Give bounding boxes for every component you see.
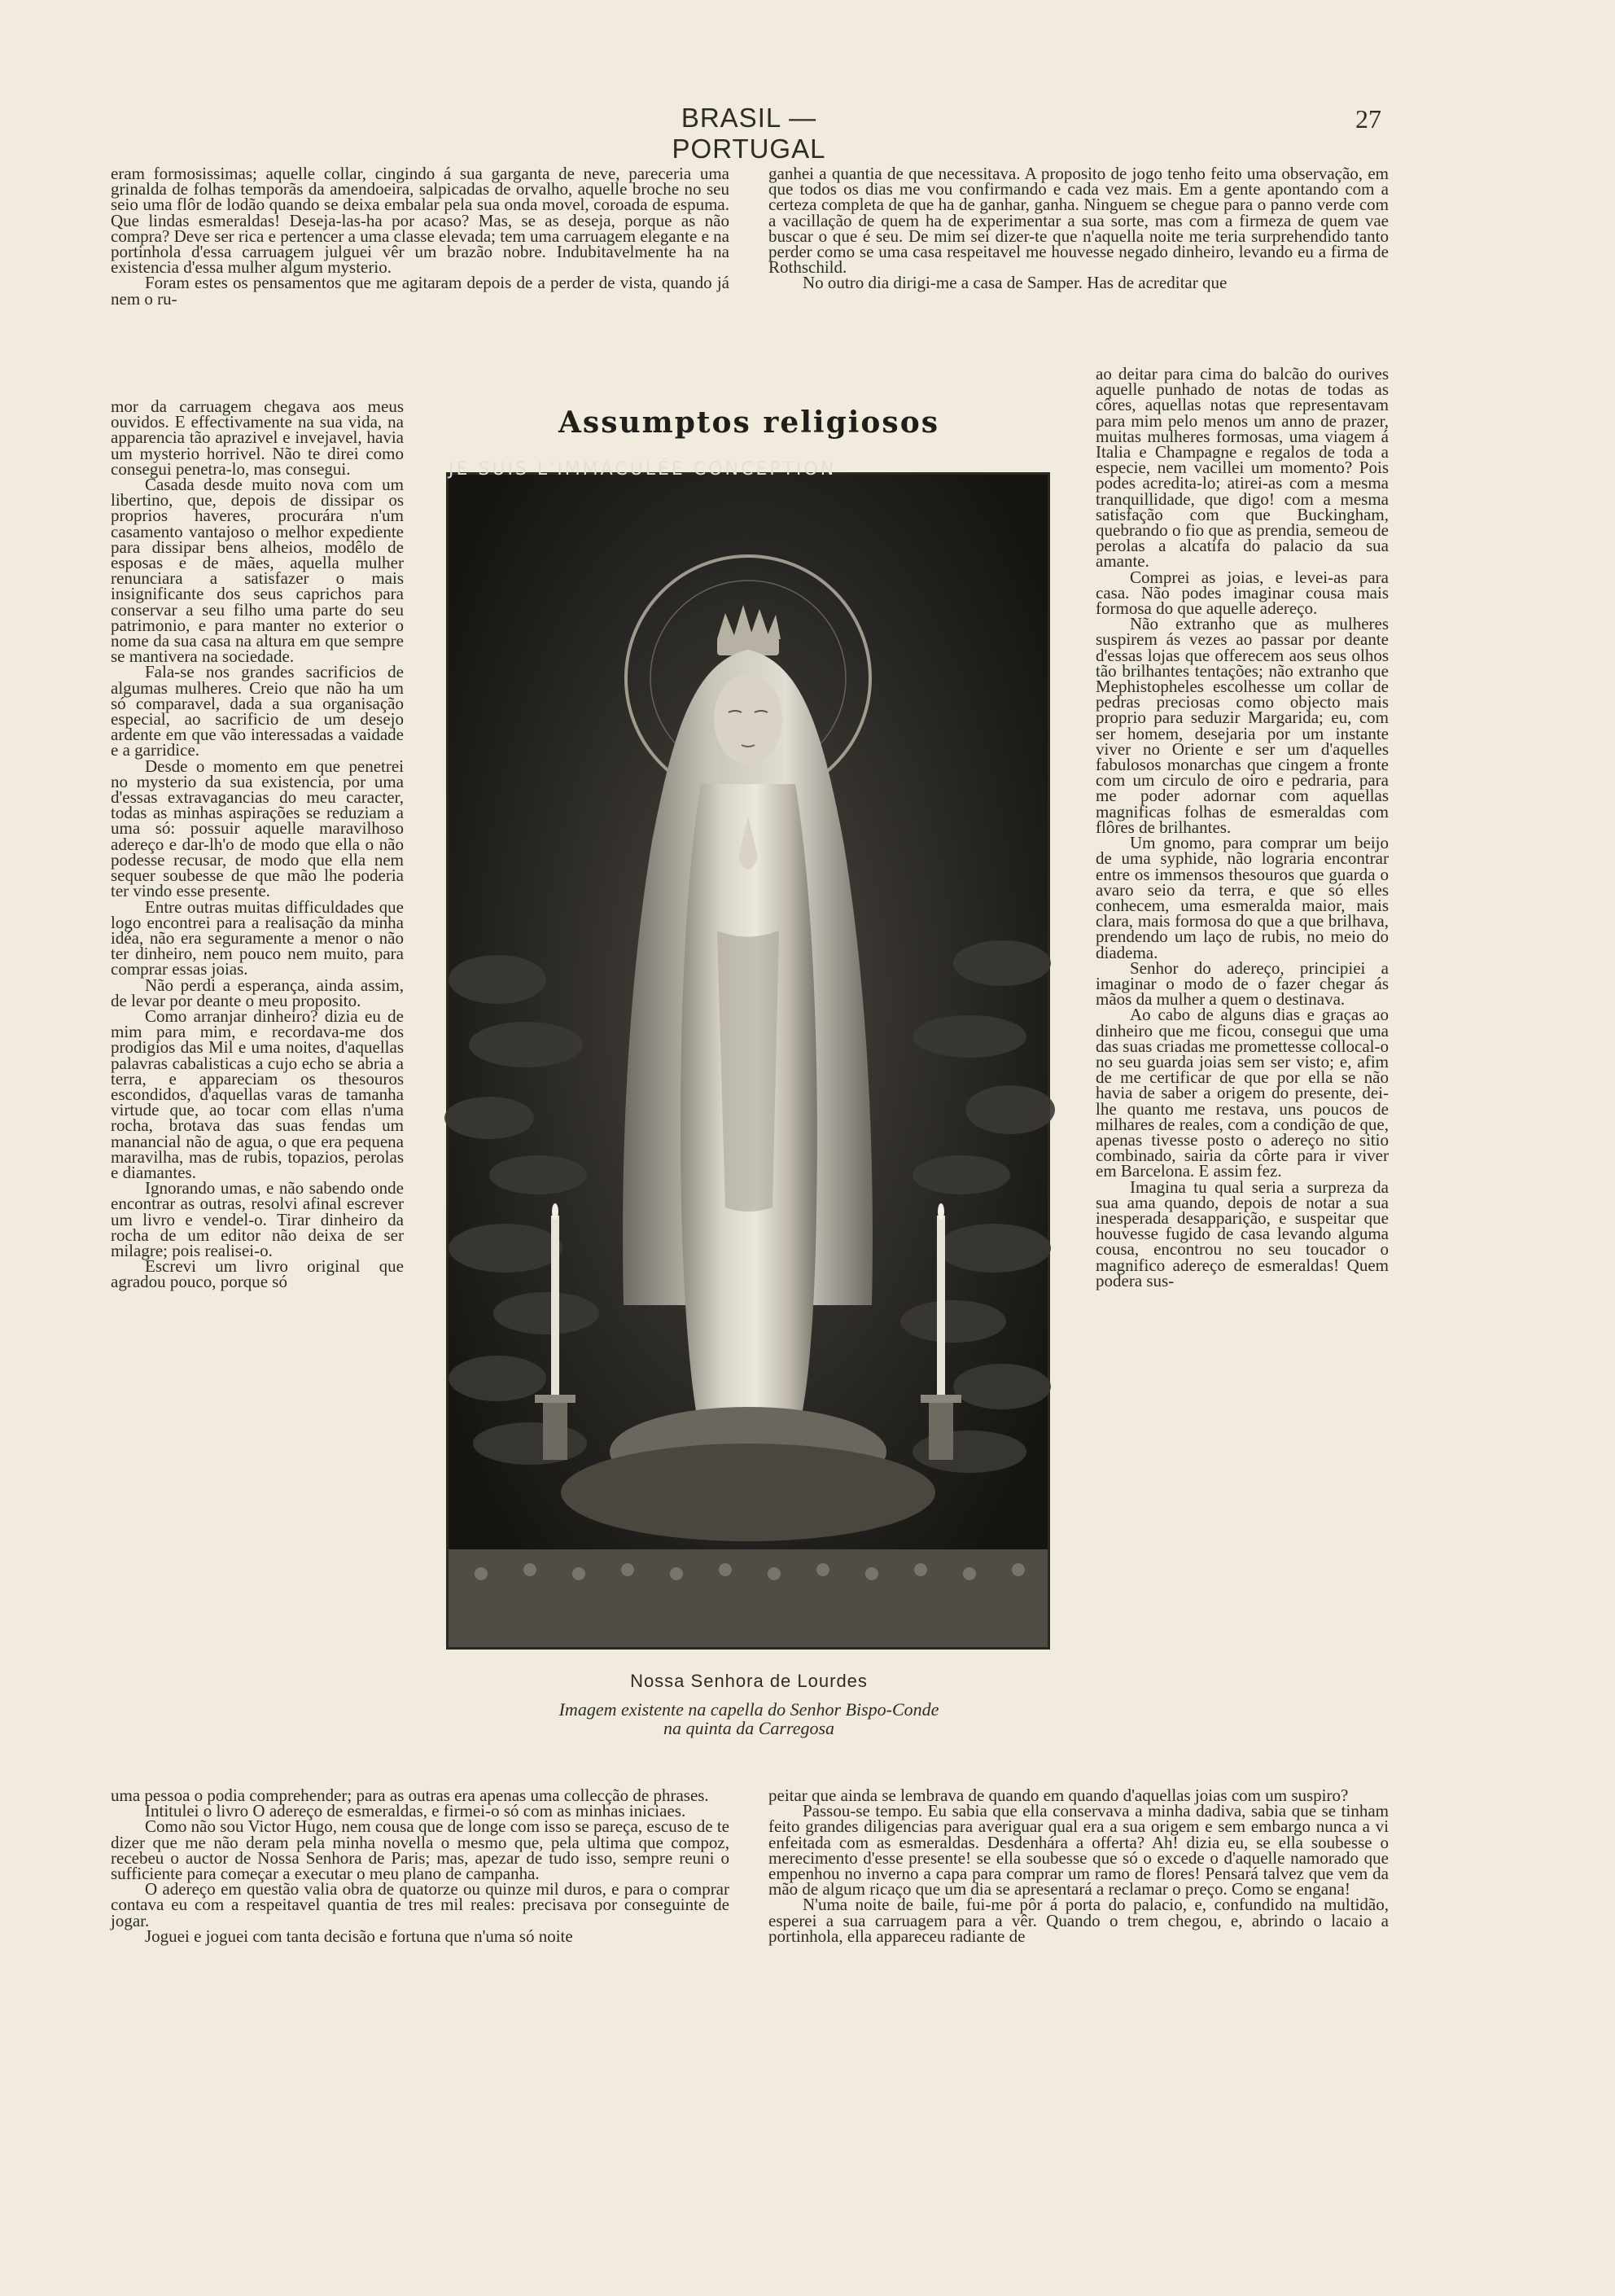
caption-subtitle <box>456 1700 1042 1737</box>
paragraph: Não perdi a esperança, ainda assim, de levar por deante o meu proposito. <box>111 975 404 1010</box>
paragraph: Joguei e joguei com tanta decisão e fortuna que n'uma só noite <box>145 1926 573 1946</box>
face <box>714 673 782 765</box>
paragraph: Senhor do adereço, principiei a imaginar o modo de o fazer chegar ás mãos da mulher a quem o destinava. <box>1096 957 1389 1010</box>
paragraph: ao deitar para cima do balcão do ourives aquelle punhado de notas de todas as côres, aquellas notas que representavam para mim pelo menos um anno de prazer, muitas mulheres formosas, uma viagem á Italia e Champagne e regalos de toda a especie, nem vacillei um momento? Pois podes acredita-lo; atirei-as com a mesma tranquillidade, que digo! com a mesma satisfação com que Buckingham, quebrando o fio que as prendia, semeou de perolas a alcatifa do palacio da sua amante. <box>1096 364 1389 572</box>
left-column-narrow <box>111 399 404 1290</box>
statue-photograph <box>446 459 1050 1650</box>
paragraph: Não extranho que as mulheres suspirem ás vezes ao passar por deante d'essas lojas que offerecem aos seus olhos tão brilhantes tentações; não extranho que Mephistopheles escolhesse um collar de pedras preciosas como objecto mais proprio para seduzir Margarida; eu, com ser homem, desejaria por um instante viver no Oriente e ser um d'aquelles fabulosos monarchas que cingem a fronte com um circulo de oiro e pedraria, para me poder adornar com aquellas magnificas folhas de esmeraldas com flôres de brilhantes. <box>1096 614 1389 837</box>
section-title: Assumptos religiosos <box>558 405 939 440</box>
altar-cloth <box>449 1549 1048 1647</box>
paragraph: No outro dia dirigi-me a casa de Samper. Has de acreditar que <box>803 273 1228 293</box>
paragraph: Fala-se nos grandes sacrificios de algumas mulheres. Creio que não ha um só comparavel, dada a sua organisação especial, ao sacrificio de um desejo ardente em que vão interessadas a vaidade e a garridice. <box>111 662 404 760</box>
caption-title: Nossa Senhora de Lourdes <box>630 1671 868 1691</box>
right-column-narrow <box>1096 366 1389 1289</box>
paragraph: eram formosissimas; aquelle collar, cingindo á sua garganta de neve, pareceria uma grinalda de folhas temporãs da amendoeira, salpicadas de orvalho, aquelle broche no seu seio uma flôr de lodão quando se deixa embalar pela sua onda movel, coroada de espuma. Que lindas esmeraldas! Deseja-las-ha por acaso? Mas, se as deseja, porque as não compra? Deve ser rica e pertencer a uma classe elevada; tem uma carruagem elegante e na portinhola d'essa carruagem julguei vêr um brazão nobre. Indubitavelmente ha na existencia d'essa mulher algum mysterio. <box>111 164 729 278</box>
caption-line: Imagem existente na capella do Senhor Bispo-Conde <box>558 1699 939 1720</box>
paragraph: N'uma noite de baile, fui-me pôr á porta do palacio, e, confundido na multidão, esperei a sua carruagem para a vêr. Quando o trem chegou, e, abrindo o lacaio a portinhola, ella appareceu radiante de <box>768 1895 1389 1946</box>
right-column-top <box>768 166 1389 291</box>
paragraph: Entre outras muitas difficuldades que logo encontrei para a realisação da minha idéa, não era seguramente a menor o não ter dinheiro, nem pouco nem muito, para comprar essas joias. <box>111 896 404 979</box>
page-number: 27 <box>1355 104 1381 134</box>
paragraph: ganhei a quantia de que necessitava. A proposito de jogo tenho feito uma observação, em que todos os dias me vou confirmando e cada vez mais. Em a gente apontando com a certeza completa de que ha de ganhar, ganha. Ninguem se chegue para o panno verde com a vacillação de quem ha de experimentar a sua sorte, mas com a firmeza de quem vae buscar o que é seu. De mim sei dizer-te que n'aquella noite me teria surprehendido tanto perder como se uma casa respeitavel me houvesse negado dinheiro, levando eu a firma de Rothschild. <box>768 164 1389 278</box>
paragraph: Foram estes os pensamentos que me agitaram depois de a perder de vista, quando já nem o ru- <box>111 273 729 309</box>
running-title: BRASIL — PORTUGAL <box>672 103 826 164</box>
paragraph: O adereço em questão valia obra de quatorze ou quinze mil duros, e para o comprar contava eu com a respeitavel quantia de tres mil reales: precisava por conseguinte de jogar. <box>111 1879 729 1930</box>
running-head <box>0 96 1615 164</box>
paragraph: mor da carruagem chegava aos meus ouvidos. E effectivamente na sua vida, na apparencia tão aprazivel e invejavel, havia um mysterio horrivel. Não te direi como consegui penetra-lo, mas consegui. <box>111 397 404 479</box>
paragraph: Como não sou Victor Hugo, nem cousa que de longe com isso se pareça, escuso de te dizer que me não deram pela minha novella o mesmo que, pela ultima que compoz, recebeu o auctor de Nossa Senhora de Paris; mas, apezar de tudo isso, sempre reuni o sufficiente para começar a executar o meu plano de campanha. <box>111 1816 729 1884</box>
halo-inscription: JE SUIS L'IMMACULÉE CONCEPTION <box>449 459 837 480</box>
paragraph: Imagina tu qual seria a surpreza da sua ama quando, depois de notar a sua inesperada desapparição, e suspeitar que houvesse fugido de casa levando alguma cousa, encontrou no seu toucador o magnifico adereço de esmeraldas! Quem podera sus- <box>1096 1176 1389 1290</box>
left-column-top <box>111 166 729 307</box>
right-column-bottom <box>768 1788 1389 1944</box>
paragraph: Escrevi um livro original que agradou pouco, porque só <box>111 1256 404 1292</box>
paragraph: Um gnomo, para comprar um beijo de uma syphide, não lograria encontrar entre os immensos thesouros que guarda o avaro seio da terra, e que só elles conhecem, uma esmeralda maior, mais clara, mais formosa do que a que brilhava, prendendo um laço de rubis, no meio do diadema. <box>1096 833 1389 962</box>
paragraph: Intitulei o livro O adereço de esmeraldas, e firmei-o só com as minhas iniciaes. <box>145 1801 686 1821</box>
caption-line: na quinta da Carregosa <box>663 1718 835 1738</box>
paragraph: Como arranjar dinheiro? dizia eu de mim para mim, e recordava-me dos prodigios das Mil e uma noites, d'aquellas palavras cabalisticas a cujo echo se abria a terra, e appareciam os thesouros escondidos, d'aquellas varas de tamanha virtude que, ao tocar com ellas n'uma rocha, brotava das suas fendas um manancial não de agua, o que era pequena maravilha, mas de rubis, topazios, perolas e diamantes. <box>111 1006 404 1182</box>
paragraph: uma pessoa o podia comprehender; para as outras era apenas uma collecção de phrases. <box>111 1786 709 1805</box>
paragraph: Casada desde muito nova com um libertino, que, depois de dissipar os proprios haveres, procurára n'um casamento vantajoso o melhor expediente para dissipar bens alheios, modêlo de esposas e de mães, aquella mulher renunciara a satisfazer o mais insignificante dos seus caprichos para conservar a seu filho uma parte do seu patrimonio, e para manter no exterior o nome da sua casa na altura em que sempre se mantivera na sociedade. <box>111 475 404 667</box>
left-column-bottom <box>111 1788 729 1944</box>
paragraph: Ao cabo de alguns dias e graças ao dinheiro que me ficou, consegui que uma das suas criadas me promettesse collocal-o no seu guarda joias sem ser visto; e, afim de me certificar de que por ella se não havia de saber a origem do presente, dei-lhe quanto me restava, uns poucos de milhares de reales, com a condição de que, apenas tivesse posto o adereço no sitio combinado, sairia da côrte para ir viver em Barcelona. E assim fez. <box>1096 1005 1389 1181</box>
paragraph: peitar que ainda se lembrava de quando em quando d'aquellas joias com um suspiro? <box>768 1786 1349 1805</box>
paragraph: Ignorando umas, e não sabendo onde encontrar as outras, resolvi afinal escrever um livro e vendel-o. Tirar dinheiro da rocha de um editor não deixa de ser milagre; pois realisei-o. <box>111 1178 404 1260</box>
paragraph: Passou-se tempo. Eu sabia que ella conservava a minha dadiva, sabia que se tinham feito grandes diligencias para averiguar qual era a sua origem e sem embargo nunca a vi enfeitada com as esmeraldas. Desdenhára a offerta? Ah! dizia eu, se ella soubesse o merecimento d'esse presente! se ella soubesse que só o excede o d'aquelle namorado que empenhou no inverno a capa para comprar um ramo de flores! Pensará talvez que vem da mão de algum ricaço que um dia se apresentará a reclamar o preço. Como se engana! <box>768 1801 1389 1899</box>
paragraph: Desde o momento em que penetrei no mysterio da sua existencia, por uma d'essas extravagancias do meu caracter, todas as minhas aspirações se reduziam a uma só: possuir aquelle maravilhoso adereço e dar-lh'o de modo que ella o não podesse recusar, de modo que ella nem sequer soubesse de que mão lhe poderia ter vindo esse presente. <box>111 756 404 901</box>
paragraph: Comprei as joias, e levei-as para casa. Não podes imaginar cousa mais formosa do que aquelle adereço. <box>1096 567 1389 619</box>
